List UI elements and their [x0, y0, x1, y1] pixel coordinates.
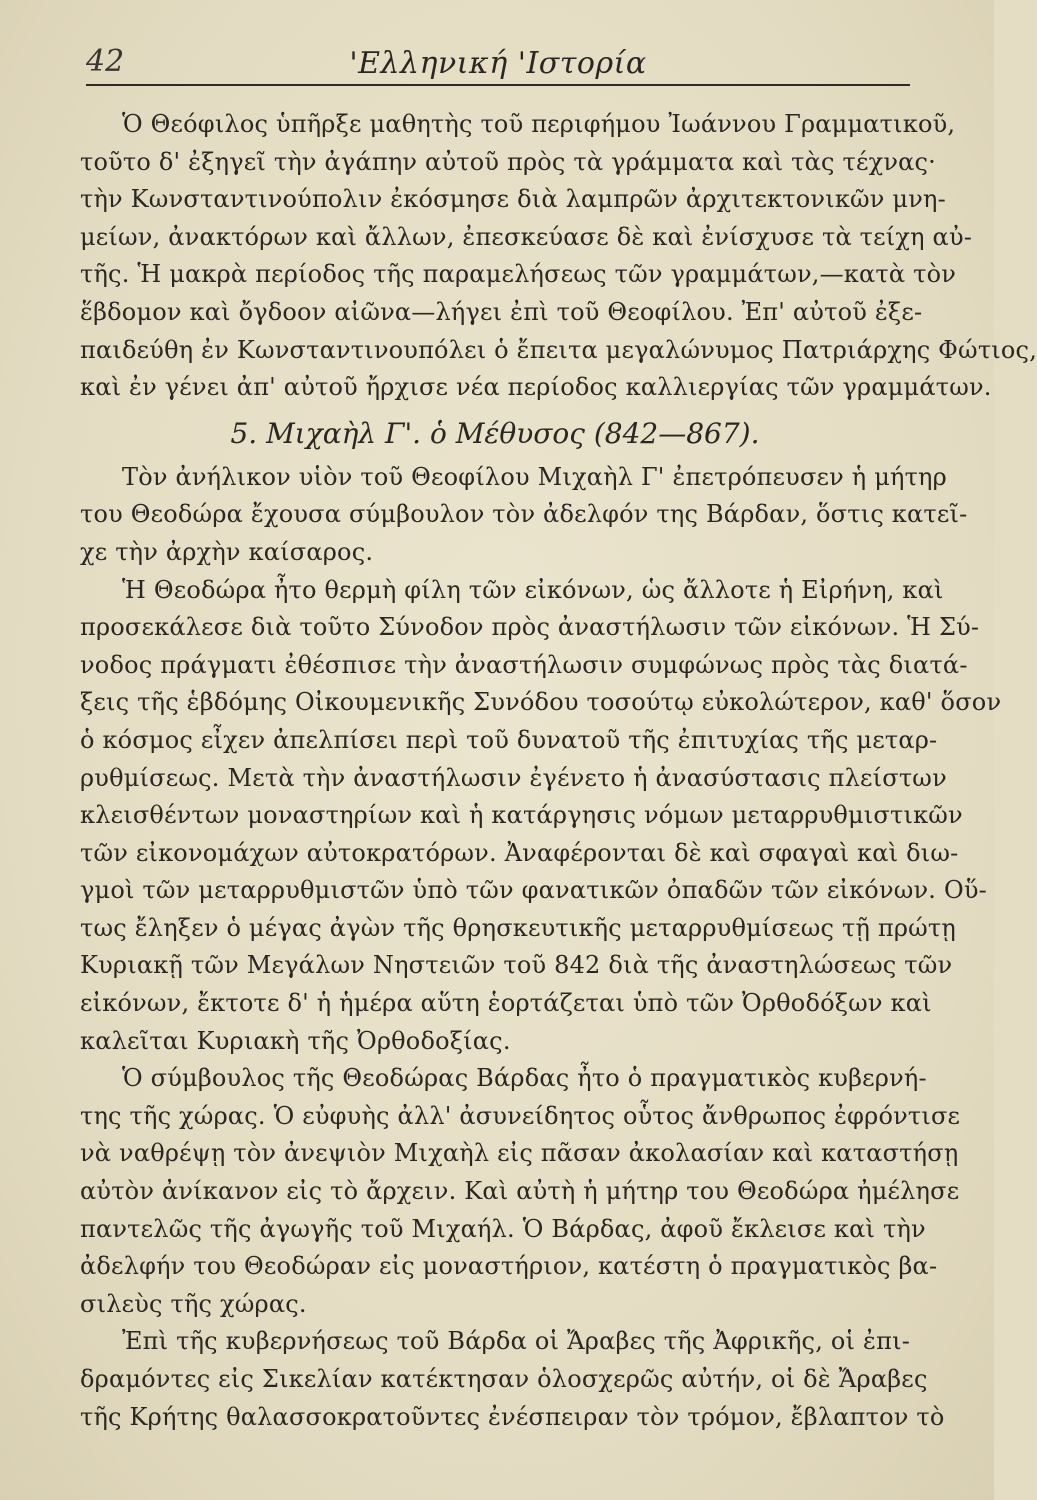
- paragraph-2: [80, 459, 968, 572]
- text-line: μείων, ἀνακτόρων καὶ ἄλλων, ἐπεσκεύασε δὲ καὶ ἐνίσχυσε τὰ τείχη αὐ-: [80, 222, 973, 251]
- text-line: παντελῶς τῆς ἀγωγῆς τοῦ Μιχαήλ. Ὁ Βάρδας, ἀφοῦ ἔκλεισε καὶ τὴν: [80, 1214, 926, 1243]
- text-line: ἀδελφήν του Θεοδώραν εἰς μοναστήριον, κατέστη ὁ πραγματικὸς βα-: [80, 1252, 938, 1281]
- text-line: κλεισθέντων μοναστηρίων καὶ ἡ κατάργησις νόμων μεταρρυθμιστικῶν: [80, 801, 963, 830]
- text-line: της τῆς χώρας. Ὁ εὐφυὴς ἀλλ' ἀσυνείδητος οὗτος ἄνθρωπος ἐφρόντισε: [80, 1101, 961, 1130]
- paragraph-3: [80, 572, 1002, 1061]
- text-line: γμοὶ τῶν μεταρρυθμιστῶν ὑπὸ τῶν φανατικῶν ὀπαδῶν τῶν εἰκόνων. Οὕ-: [80, 876, 987, 905]
- text-line: ξεις τῆς ἑβδόμης Οἰκουμενικῆς Συνόδου τοσούτῳ εὐκολώτερον, καθ' ὅσον: [80, 688, 1002, 717]
- paragraph-1: [80, 106, 1037, 407]
- section-heading: 5. Μιχαὴλ Γ'. ὁ Μέθυσος (842—867).: [230, 416, 760, 450]
- page-number: 42: [86, 44, 125, 79]
- header-rule: [86, 84, 910, 86]
- page-header: [86, 36, 910, 90]
- text-line: προσεκάλεσε διὰ τοῦτο Σύνοδον πρὸς ἀναστήλωσιν τῶν εἰκόνων. Ἡ Σύ-: [80, 613, 980, 642]
- running-title: 'Ελληνική 'Ιστορία: [349, 46, 647, 81]
- text-line: αὐτὸν ἀνίκανον εἰς τὸ ἄρχειν. Καὶ αὐτὴ ἡ μήτηρ του Θεοδώρα ἠμέλησε: [80, 1177, 960, 1206]
- text-line: νὰ ναθρέψῃ τὸν ἀνεψιὸν Μιχαὴλ εἰς πᾶσαν ἀκολασίαν καὶ καταστήσῃ: [80, 1139, 959, 1168]
- body-text: [80, 106, 1037, 1436]
- text-line: Κυριακῇ τῶν Μεγάλων Νηστειῶν τοῦ 842 διὰ τῆς ἀναστηλώσεως τῶν: [80, 951, 953, 980]
- text-line: δραμόντες εἰς Σικελίαν κατέκτησαν ὁλοσχερῶς αὐτήν, οἱ δὲ Ἄραβες: [80, 1365, 928, 1393]
- text-line: καλεῖται Κυριακὴ τῆς Ὀρθοδοξίας.: [80, 1026, 511, 1055]
- text-line: καὶ ἐν γένει ἀπ' αὐτοῦ ἤρχισε νέα περίοδος καλλιεργίας τῶν γραμμάτων.: [80, 373, 992, 402]
- text-line: χε τὴν ἀρχὴν καίσαρος.: [80, 537, 374, 566]
- text-line: τως ἔληξεν ὁ μέγας ἀγὼν τῆς θρησκευτικῆς μεταρρυθμίσεως τῇ πρώτῃ: [80, 913, 956, 942]
- text-line: σιλεὺς τῆς χώρας.: [80, 1289, 307, 1318]
- text-line: του Θεοδώρα ἔχουσα σύμβουλον τὸν ἀδελφόν της Βάρδαν, ὅστις κατεῖ-: [80, 500, 968, 529]
- text-line: ὁ κόσμος εἶχεν ἀπελπίσει περὶ τοῦ δυνατοῦ τῆς ἐπιτυχίας τῆς μεταρ-: [80, 725, 938, 754]
- text-line: τοῦτο δ' ἐξηγεῖ τὴν ἀγάπην αὐτοῦ πρὸς τὰ γράμματα καὶ τὰς τέχνας·: [80, 147, 936, 176]
- text-line: τῶν εἰκονομάχων αὐτοκρατόρων. Ἀναφέρονται δὲ καὶ σφαγαὶ καὶ διω-: [80, 838, 959, 867]
- text-line: Ὁ Θεόφιλος ὑπῆρξε μαθητὴς τοῦ περιφήμου Ἰωάννου Γραμματικοῦ,: [122, 110, 956, 138]
- text-line: τῆς Κρήτης θαλασσοκρατοῦντες ἐνέσπειραν τὸν τρόμον, ἔβλαπτον τὸ: [80, 1402, 945, 1431]
- text-line: παιδεύθη ἐν Κωνσταντινουπόλει ὁ ἔπειτα μεγαλώνυμος Πατριάρχης Φώτιος,: [80, 335, 1037, 364]
- text-line: τὴν Κωνσταντινούπολιν ἐκόσμησε διὰ λαμπρῶν ἀρχιτεκτονικῶν μνη-: [80, 185, 946, 214]
- text-line: νοδος πράγματι ἐθέσπισε τὴν ἀναστήλωσιν συμφώνως πρὸς τὰς διατά-: [80, 650, 968, 679]
- text-line: Τὸν ἀνήλικον υἱὸν τοῦ Θεοφίλου Μιχαὴλ Γ' ἐπετρόπευσεν ἡ μήτηρ: [122, 462, 947, 491]
- text-line: εἰκόνων, ἔκτοτε δ' ἡ ἡμέρα αὕτη ἑορτάζεται ὑπὸ τῶν Ὀρθοδόξων καὶ: [80, 989, 932, 1018]
- text-line: Ἐπὶ τῆς κυβερνήσεως τοῦ Βάρδα οἱ Ἄραβες τῆς Ἀφρικῆς, οἱ ἐπι-: [122, 1327, 910, 1356]
- text-line: ἕβδομον καὶ ὄγδοον αἰῶνα—λήγει ἐπὶ τοῦ Θεοφίλου. Ἐπ' αὐτοῦ ἐξε-: [80, 297, 923, 326]
- paragraph-4: [80, 1060, 961, 1323]
- text-line: Ἡ Θεοδώρα ἦτο θερμὴ φίλη τῶν εἰκόνων, ὡς ἄλλοτε ἡ Εἰρήνη, καὶ: [122, 575, 944, 604]
- paragraph-5: [80, 1323, 945, 1436]
- text-line: τῆς. Ἡ μακρὰ περίοδος τῆς παραμελήσεως τῶν γραμμάτων,—κατὰ τὸν: [80, 260, 957, 289]
- text-line: ρυθμίσεως. Μετὰ τὴν ἀναστήλωσιν ἐγένετο ἡ ἀνασύστασις πλείστων: [80, 763, 947, 792]
- text-line: Ὁ σύμβουλος τῆς Θεοδώρας Βάρδας ἦτο ὁ πραγματικὸς κυβερνή-: [122, 1064, 927, 1093]
